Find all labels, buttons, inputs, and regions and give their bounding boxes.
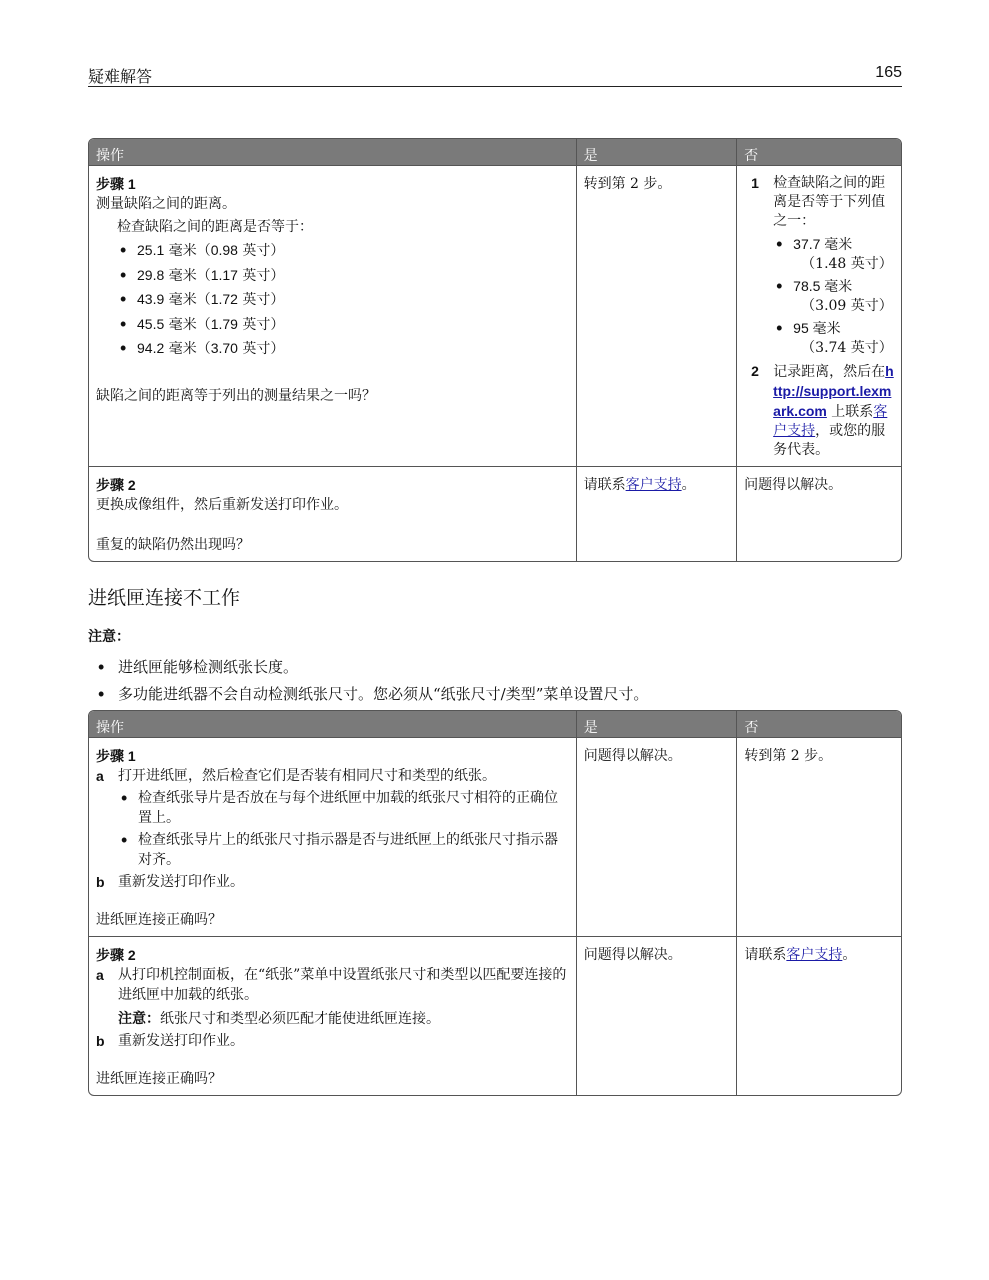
note-list — [88, 654, 902, 708]
list-item: a 打开进纸匣，然后检查它们是否装有相同尺寸和类型的纸张。 • 检查纸张导片是否放在与每个进纸匣中加载的纸张尺寸相符的正确位置上。 • 检查纸张导片上的纸张尺寸指示器是否与进纸匣上的纸张尺寸指示器对齐。 — [96, 766, 569, 870]
list-item: • 检查纸张导片上的纸张尺寸指示器是否与进纸匣上的纸张尺寸指示器对齐。 — [118, 830, 569, 870]
step-question: 缺陷之间的距离等于列出的测量结果之一吗？ — [96, 387, 376, 404]
step-text: 测量缺陷之间的距离。 — [96, 196, 236, 212]
action-cell — [89, 166, 577, 467]
list-item: • 进纸匣能够检测纸张长度。 — [88, 654, 902, 681]
troubleshooting-table-1 — [88, 138, 902, 562]
step-question: 重复的缺陷仍然出现吗？ — [96, 537, 250, 553]
header-no: 否 — [737, 139, 901, 166]
step-title: 步骤 2 — [96, 947, 136, 963]
customer-support-link[interactable]: 客户支持 — [625, 477, 682, 493]
yes-cell — [577, 937, 738, 1095]
list-item: • 检查纸张导片是否放在与每个进纸匣中加载的纸张尺寸相符的正确位置上。 — [118, 788, 569, 828]
list-item: • 45.5 毫米（1.79 英寸） — [117, 313, 569, 338]
table-row — [89, 937, 901, 1095]
header-title: 疑难解答 — [88, 67, 153, 86]
action-cell — [89, 738, 577, 937]
customer-support-link[interactable]: 客户支持 — [786, 947, 843, 963]
yes-cell: 请联系客户支持。 — [577, 467, 738, 561]
troubleshooting-table-2 — [88, 710, 902, 1096]
table-header-row — [89, 139, 901, 166]
list-item: • 25.1 毫米（0.98 英寸） — [117, 239, 569, 264]
step-title: 步骤 2 — [96, 477, 136, 493]
list-item: • 94.2 毫米（3.70 英寸） — [117, 337, 569, 362]
list-item: • 37.7 毫米 （1.48 英寸） — [773, 235, 894, 274]
step-text: 更换成像组件，然后重新发送打印作业。 — [96, 497, 348, 513]
yes-text: 问题得以解决。 — [583, 748, 682, 764]
customer-support-link[interactable]: 客户支持 — [773, 404, 888, 439]
yes-cell — [577, 738, 738, 937]
yes-text: 转到第 2 步。 — [583, 176, 672, 192]
header-action: 操作 — [89, 139, 577, 166]
action-cell — [89, 467, 577, 561]
table-row — [89, 738, 901, 937]
step-text: 检查缺陷之间的距离是否等于： — [117, 219, 313, 235]
list-item: • 43.9 毫米（1.72 英寸） — [117, 288, 569, 313]
step-title: 步骤 1 — [96, 176, 136, 192]
substep-list — [96, 965, 569, 1051]
table-row — [89, 467, 901, 561]
step-title: 步骤 1 — [96, 748, 136, 764]
value-list — [773, 235, 894, 358]
section-title: 进纸匣连接不工作 — [88, 587, 241, 609]
step-note: 注意：纸张尺寸和类型必须匹配才能使进纸匣连接。 — [118, 1011, 440, 1027]
header-action: 操作 — [89, 711, 577, 738]
substep-list — [96, 766, 569, 892]
header-yes: 是 — [577, 711, 738, 738]
no-text: 问题得以解决。 — [744, 477, 843, 493]
list-item: • 95 毫米 （3.74 英寸） — [773, 319, 894, 358]
action-cell — [89, 937, 577, 1095]
step-question: 进纸匣连接正确吗？ — [96, 912, 222, 928]
list-item: • 29.8 毫米（1.17 英寸） — [117, 264, 569, 289]
yes-cell — [577, 166, 738, 467]
no-text: 转到第 2 步。 — [744, 748, 833, 764]
page-header — [88, 60, 902, 87]
list-item: a 从打印机控制面板，在“纸张”菜单中设置纸张尺寸和类型以匹配要连接的进纸匣中加载的纸张。 注意：纸张尺寸和类型必须匹配才能使进纸匣连接。 — [96, 965, 569, 1029]
no-cell — [737, 166, 901, 467]
no-steps-list — [751, 174, 894, 460]
header-yes: 是 — [577, 139, 738, 166]
page-number: 165 — [875, 64, 902, 81]
list-item: 1 检查缺陷之间的距离是否等于下列值之一： • 37.7 毫米 （1.48 英寸） • 78.5 毫米 （3.09 英寸） • 95 毫米 （3.74 英寸） — [751, 174, 894, 358]
list-item: • 78.5 毫米 （3.09 英寸） — [773, 277, 894, 316]
note-label: 注意： — [88, 629, 130, 645]
no-cell: 请联系客户支持。 — [744, 947, 857, 963]
table-row — [89, 166, 901, 467]
list-item: • 多功能进纸器不会自动检测纸张尺寸。您必须从“纸张尺寸/类型”菜单设置尺寸。 — [88, 681, 902, 708]
support-url-link[interactable]: http://support.lexmark.com — [773, 363, 894, 419]
check-list — [118, 788, 569, 870]
table-header-row — [89, 711, 901, 738]
header-no: 否 — [737, 711, 901, 738]
measurement-list — [117, 239, 569, 362]
step-question: 进纸匣连接正确吗？ — [96, 1071, 222, 1087]
no-cell — [737, 467, 901, 561]
list-item: 2 记录距离，然后在http://support.lexmark.com 上联系客户支持，或您的服务代表。 — [751, 363, 894, 458]
list-item: b 重新发送打印作业。 — [96, 874, 244, 890]
yes-text: 问题得以解决。 — [583, 947, 682, 963]
list-item: b 重新发送打印作业。 — [96, 1033, 244, 1049]
no-cell — [737, 738, 901, 937]
